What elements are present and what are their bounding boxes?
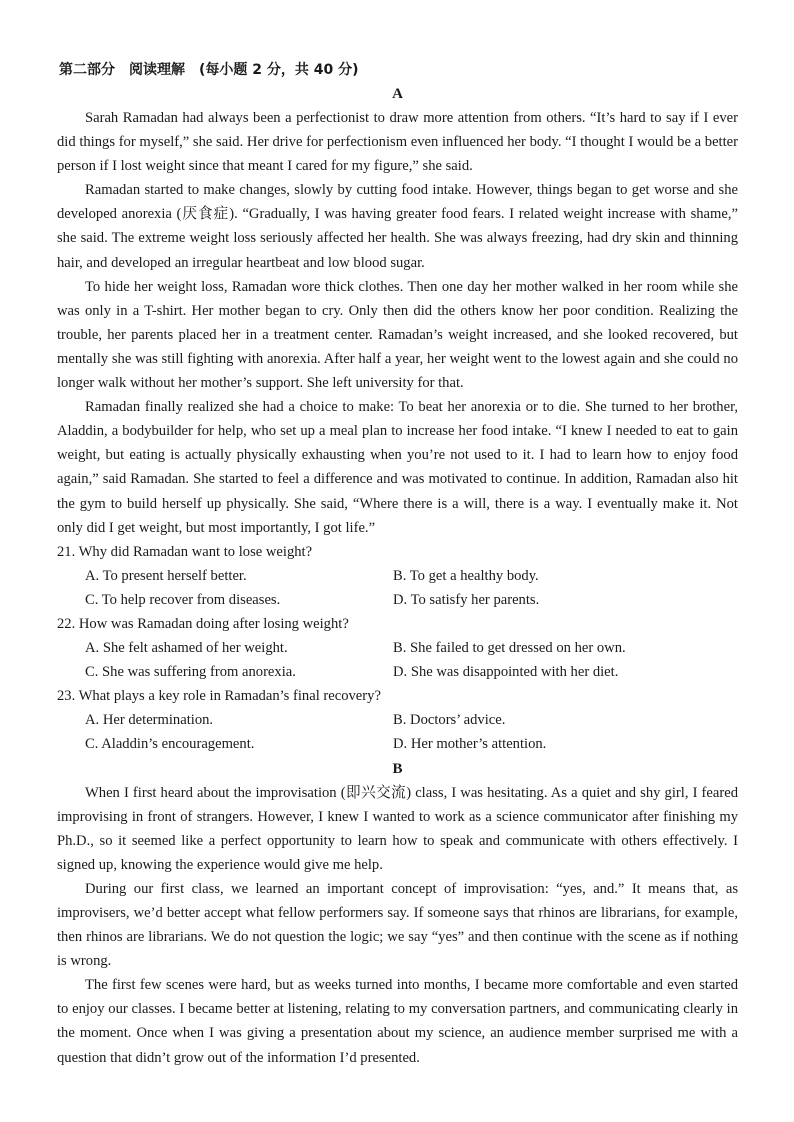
option-d: D. To satisfy her parents. [393, 591, 540, 608]
option-b: B. To get a healthy body. [393, 567, 539, 584]
passage-a-title: A [392, 86, 403, 102]
question-stem: 23. What plays a key role in Ramadan’s final recovery? [57, 688, 381, 705]
passage-a [57, 106, 738, 540]
option-c: C. She was suffering from anorexia. [85, 664, 296, 681]
question-list [57, 540, 738, 757]
passage-a-paragraph: To hide her weight loss, Ramadan wore thick clothes. Then one day her mother walked in her room while she was only in a T-shirt. Her mother began to cry. Only then did the others know her poor condition. Realizing the trouble, her parents placed her in a treatment center. Ramadan’s weight increased, and she looked recovered, but mentally she was still fighting with anorexia. After half a year, her weight went to the lowest again and she could no longer walk without her mother’s support. She left university for that. [57, 278, 738, 392]
passage-a-paragraph: Ramadan started to make changes, slowly by cutting food intake. However, things began to get worse and she developed anorexia (厌食症). “Gradually, I was having greater food fears. I related weight increase with shame,” she said. The extreme weight loss seriously affected her health. She was always freezing, had dry skin and thinning hair, and developed an irregular heartbeat and low blood sugar. [57, 182, 738, 271]
question-stem: 22. How was Ramadan doing after losing weight? [57, 615, 349, 632]
option-a: A. Her determination. [85, 712, 214, 729]
passage-b-paragraph: During our first class, we learned an important concept of improvisation: “yes, and.” It means that, as improvisers, we’d better accept what fellow performers say. If someone says that rhinos are librarians, for example, then rhinos are librarians. We do not question the logic; we say “yes” and then continue with the scene as if nothing is wrong. [57, 880, 738, 970]
option-b: B. Doctors’ advice. [393, 712, 506, 729]
passage-a-paragraph: Ramadan finally realized she had a choice to make: To beat her anorexia or to die. She turned to her brother, Aladdin, a bodybuilder for help, who set up a meal plan to increase her food intake. “I knew I needed to eat to gain weight, but eating is actually physically exhausting when you’re not used to it. I had to learn how to enjoy food again,” said Ramadan. She started to feel a difference and was motivated to continue. In addition, Ramadan also hit the gym to build herself up physically. She said, “Where there is a will, there is a way. I eventually make it. Not only did I get weight, but most importantly, I got life.” [57, 399, 738, 536]
question-stem: 21. Why did Ramadan want to lose weight? [57, 543, 313, 560]
option-a: A. To present herself better. [85, 567, 247, 584]
answer-options [57, 564, 738, 612]
part-heading: 第二部分 阅读理解 (每小题 2 分，共 40 分) [59, 62, 359, 78]
passage-b [57, 781, 738, 1070]
passage-b-paragraph: The first few scenes were hard, but as weeks turned into months, I became more comfortable and even started to enjoy our classes. I became better at listening, relating to my conversation partners, and communicating clearly in the moment. Once when I was giving a presentation about my science, an audience member surprised me with a question that didn’t grow out of the information I’d presented. [57, 977, 738, 1066]
answer-options [57, 708, 738, 756]
passage-b-title: B [392, 760, 403, 777]
question-23 [57, 684, 738, 756]
passage-b-paragraph: When I first heard about the improvisation (即兴交流) class, I was hesitating. As a quiet and shy girl, I feared improvising in front of strangers. However, I knew I wanted to work as a science communicator after finishing my Ph.D., so it seemed like a perfect opportunity to learn how to speak and communicate with others effectively. I signed up, knowing the experience would give me help. [57, 784, 738, 873]
option-a: A. She felt ashamed of her weight. [85, 640, 288, 657]
passage-a-paragraph: Sarah Ramadan had always been a perfectionist to draw more attention from others. “It’s hard to say if I ever did things for myself,” she said. Her drive for perfectionism even influenced her body. “I thought I would be a better person if I lost weight since that meant I cared for my figure,” she said. [57, 110, 738, 175]
option-c: C. To help recover from diseases. [85, 591, 281, 608]
question-22 [57, 612, 738, 684]
option-d: D. She was disappointed with her diet. [393, 664, 619, 681]
option-b: B. She failed to get dressed on her own. [393, 640, 626, 657]
option-d: D. Her mother’s attention. [393, 736, 547, 753]
answer-options [57, 636, 738, 684]
question-21 [57, 540, 738, 612]
option-c: C. Aladdin’s encouragement. [85, 736, 255, 753]
exam-page [57, 58, 738, 1070]
